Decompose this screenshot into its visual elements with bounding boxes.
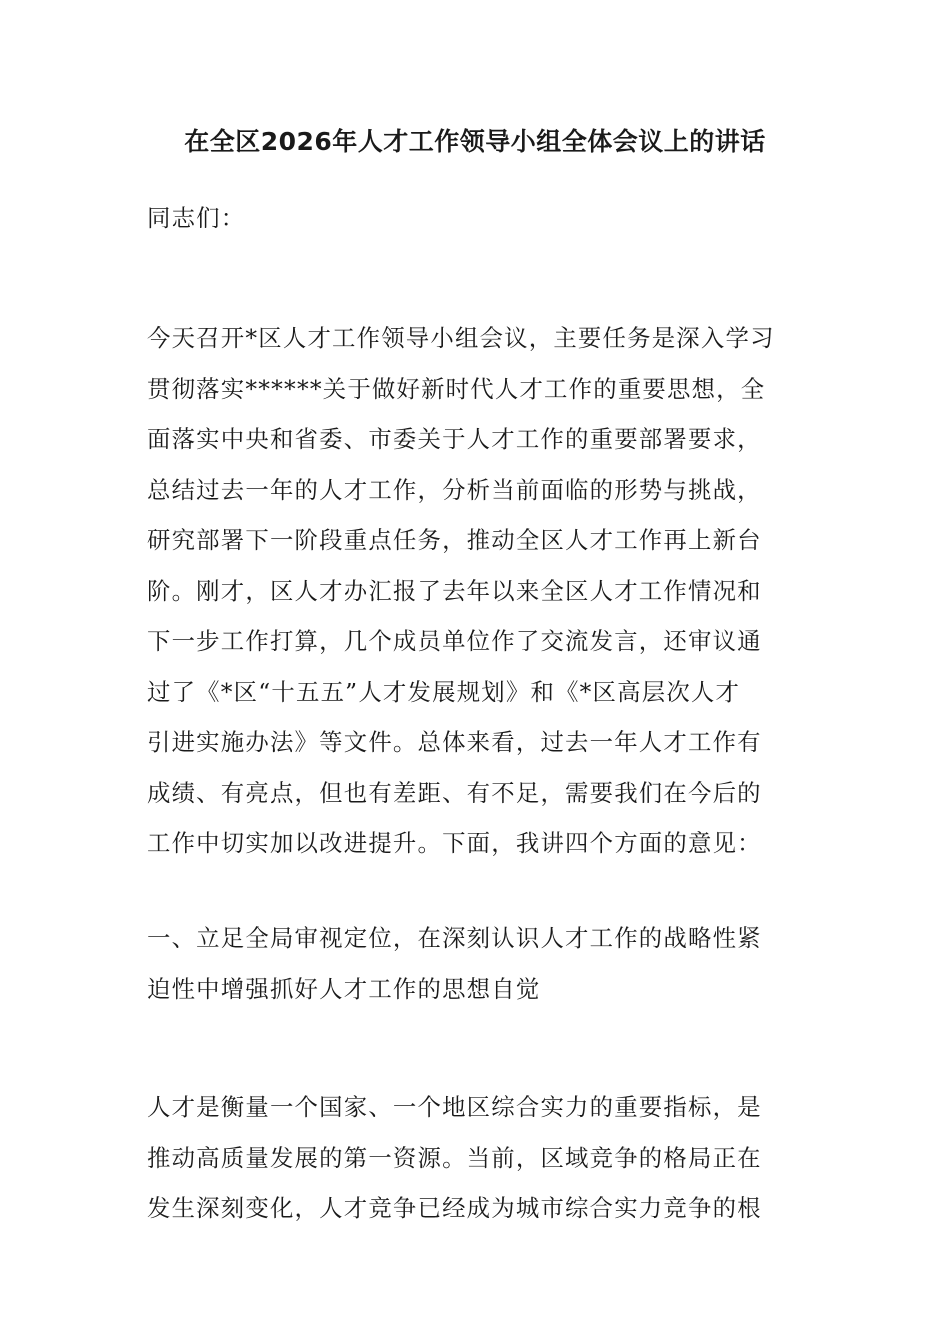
section-heading-1: 一、立足全局审视定位，在深刻认识人才工作的战略性紧 迫性中增强抓好人才工作的思想自觉 bbox=[147, 924, 762, 1003]
paragraph-intro: 今天召开*区人才工作领导小组会议，主要任务是深入学习 贯彻落实******关于做好新时代人才工作的重要思想，全 面落实中央和省委、市委关于人才工作的重要部署要求， 总结过去一年的人才工作，分析当前面临的形势与挑战， 研究部署下一阶段重点任务，推动全区人才工作再上新台 阶。刚才，区人才办汇报了去年以来全区人才工作情况和 下一步工作打算，几个成员单位作了交流发言，还审议通 过了《*区“十五五”人才发展规划》和《*区高层次人才 引进实施办法》等文件。总体来看，过去一年人才工作有 成绩、有亮点，但也有差距、有不足，需要我们在今后的 工作中切实加以改进提升。下面，我讲四个方面的意见： bbox=[147, 324, 775, 857]
paragraph-section-1: 人才是衡量一个国家、一个地区综合实力的重要指标，是 推动高质量发展的第一资源。当前，区域竞争的格局正在 发生深刻变化，人才竞争已经成为城市综合实力竞争的根 bbox=[147, 1093, 762, 1222]
document-title: 在全区2026年人才工作领导小组全体会议上的讲话 bbox=[184, 127, 766, 156]
greeting: 同志们： bbox=[147, 204, 246, 232]
